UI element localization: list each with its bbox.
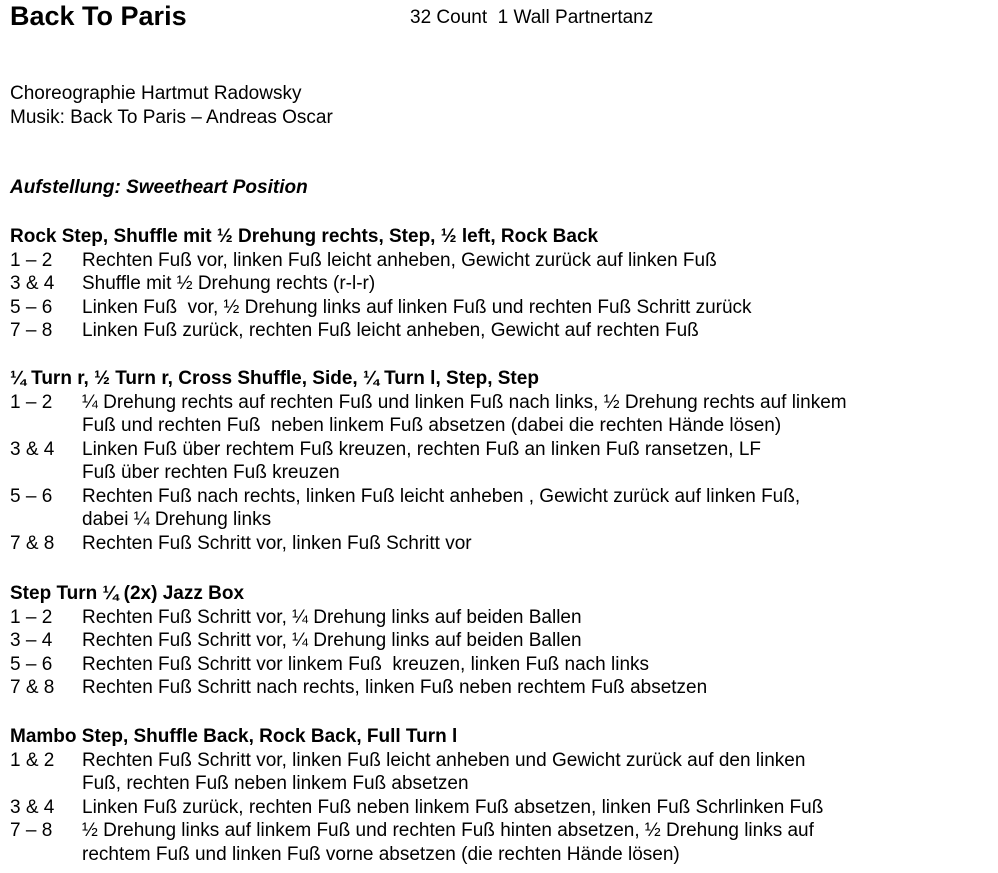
step-count: 7 – 8 xyxy=(10,820,53,841)
step-description: Rechten Fuß Schritt vor, linken Fuß leicht anheben und Gewicht zurück auf den linken Fuß, rechten Fuß neben linkem Fuß absetzen xyxy=(82,749,806,794)
step-count: 1 – 2 xyxy=(10,391,53,413)
music-credit: Musik: Back To Paris – Andreas Oscar xyxy=(10,107,333,128)
section-heading: Step Turn ¼ (2x) Jazz Box xyxy=(10,583,245,604)
step-description: Linken Fuß zurück, rechten Fuß leicht anheben, Gewicht auf rechten Fuß xyxy=(82,320,699,341)
step-count: 3 & 4 xyxy=(10,273,55,294)
step-row xyxy=(10,319,995,343)
step-description: Rechten Fuß Schritt vor, ¼ Drehung links auf beiden Ballen xyxy=(82,606,582,628)
step-section-2 xyxy=(10,367,995,555)
step-row xyxy=(10,819,995,866)
step-description: Shuffle mit ½ Drehung rechts (r-l-r) xyxy=(82,273,376,294)
step-row xyxy=(10,629,995,653)
step-count: 1 & 2 xyxy=(10,749,55,771)
step-row xyxy=(10,272,995,296)
credits-block xyxy=(10,82,333,130)
step-section-1 xyxy=(10,225,995,343)
step-row xyxy=(10,606,995,630)
step-count: 3 & 4 xyxy=(10,438,55,460)
step-description: ½ Drehung links auf linkem Fuß und rechten Fuß hinten absetzen, ½ Drehung links auf rechtem Fuß und linken Fuß vorne absetzen (die rechten Hände lösen) xyxy=(82,820,814,865)
section-heading: Mambo Step, Shuffle Back, Rock Back, Full Turn l xyxy=(10,726,458,747)
document-page xyxy=(10,0,998,873)
dance-subtitle: 32 Count 1 Wall Partnertanz xyxy=(410,7,654,28)
step-description: Linken Fuß zurück, rechten Fuß neben linkem Fuß absetzen, linken Fuß Schrlinken Fuß xyxy=(82,796,824,818)
section-heading: ¼ Turn r, ½ Turn r, Cross Shuffle, Side, ¼ Turn l, Step, Step xyxy=(10,368,539,389)
step-count: 5 – 6 xyxy=(10,296,53,318)
step-count: 5 – 6 xyxy=(10,485,53,507)
step-description: Rechten Fuß Schritt vor linkem Fuß kreuzen, linken Fuß nach links xyxy=(82,653,650,675)
step-row xyxy=(10,391,995,438)
step-description: Rechten Fuß Schritt vor, linken Fuß Schritt vor xyxy=(82,532,472,554)
dance-title: Back To Paris xyxy=(10,1,187,31)
step-row xyxy=(10,653,995,677)
step-row xyxy=(10,249,995,273)
step-count: 1 – 2 xyxy=(10,606,53,628)
step-description: ¼ Drehung rechts auf rechten Fuß und linken Fuß nach links, ½ Drehung rechts auf linkem Fuß und rechten Fuß neben linkem Fuß absetzen (dabei die rechten Hände lösen) xyxy=(82,391,847,436)
step-description: Rechten Fuß Schritt nach rechts, linken Fuß neben rechtem Fuß absetzen xyxy=(82,677,708,698)
step-count: 3 – 4 xyxy=(10,630,53,651)
step-row xyxy=(10,796,995,820)
choreography-credit: Choreographie Hartmut Radowsky xyxy=(10,83,302,104)
title-row xyxy=(10,0,990,34)
step-count: 7 & 8 xyxy=(10,677,55,698)
step-row xyxy=(10,532,995,556)
step-description: Linken Fuß vor, ½ Drehung links auf linken Fuß und rechten Fuß Schritt zurück xyxy=(82,296,752,318)
step-count: 7 & 8 xyxy=(10,532,55,554)
step-count: 7 – 8 xyxy=(10,320,53,341)
step-count: 1 – 2 xyxy=(10,249,53,271)
step-row xyxy=(10,438,995,485)
step-row xyxy=(10,676,995,700)
section-heading: Rock Step, Shuffle mit ½ Drehung rechts, Step, ½ left, Rock Back xyxy=(10,226,599,247)
step-count: 3 & 4 xyxy=(10,796,55,818)
step-row xyxy=(10,296,995,320)
setup-position: Aufstellung: Sweetheart Position xyxy=(10,177,308,198)
step-section-4 xyxy=(10,725,995,866)
step-description: Linken Fuß über rechtem Fuß kreuzen, rechten Fuß an linken Fuß ransetzen, LF Fuß über rechten Fuß kreuzen xyxy=(82,438,762,483)
step-description: Rechten Fuß nach rechts, linken Fuß leicht anheben , Gewicht zurück auf linken Fuß, dabei ¼ Drehung links xyxy=(82,485,801,530)
step-description: Rechten Fuß vor, linken Fuß leicht anheben, Gewicht zurück auf linken Fuß xyxy=(82,249,717,271)
step-description: Rechten Fuß Schritt vor, ¼ Drehung links auf beiden Ballen xyxy=(82,630,582,651)
step-row xyxy=(10,485,995,532)
step-section-3 xyxy=(10,582,995,700)
step-count: 5 – 6 xyxy=(10,653,53,675)
step-row xyxy=(10,749,995,796)
